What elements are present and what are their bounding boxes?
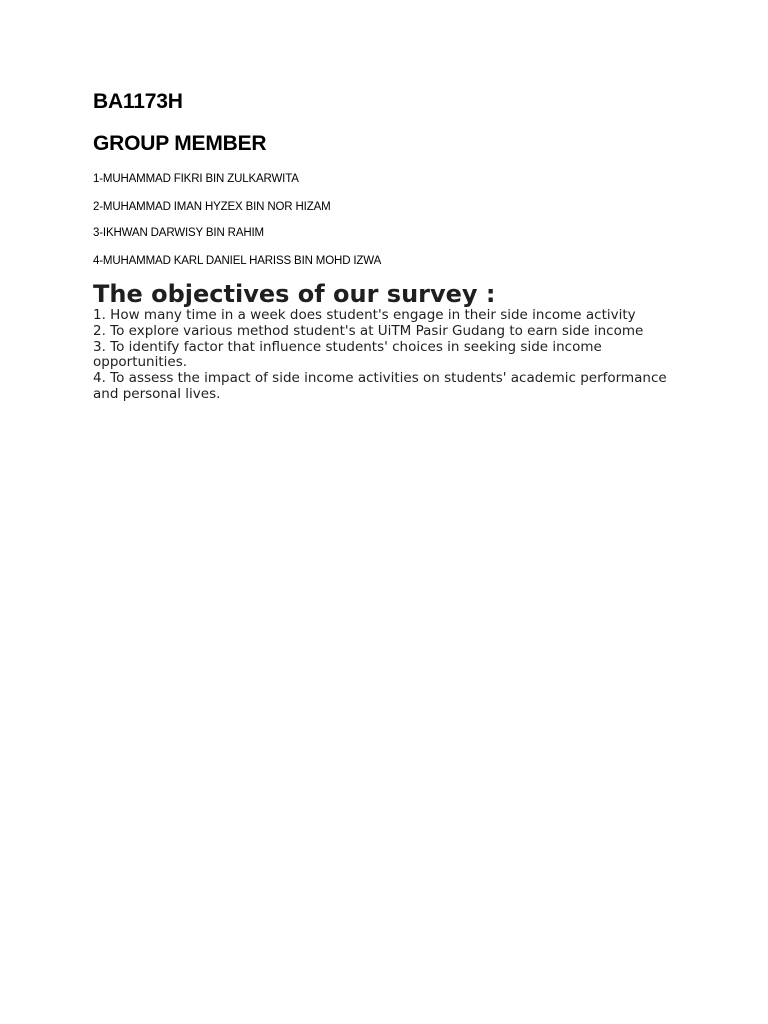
objective-item: 3. To identify factor that influence students' choices in seeking side income opportunities. [93, 338, 602, 371]
course-code: BA1173H [93, 90, 183, 113]
objective-item: 2. To explore various method student's at UiTM Pasir Gudang to earn side income [93, 322, 644, 339]
objectives-title: The objectives of our survey : [93, 280, 496, 308]
group-member-heading: GROUP MEMBER [93, 132, 267, 155]
objective-item: 1. How many time in a week does student's engage in their side income activity [93, 307, 636, 323]
member-item: 2-MUHAMMAD IMAN HYZEX BIN NOR HIZAM [93, 201, 331, 213]
objectives-list [93, 308, 673, 403]
member-item: 4-MUHAMMAD KARL DANIEL HARISS BIN MOHD IZWA [93, 255, 382, 267]
member-item: 3-IKHWAN DARWISY BIN RAHIM [93, 227, 264, 239]
member-item: 1-MUHAMMAD FIKRI BIN ZULKARWITA [93, 173, 299, 185]
objective-item: 4. To assess the impact of side income activities on students' academic performance and personal lives. [93, 370, 667, 402]
